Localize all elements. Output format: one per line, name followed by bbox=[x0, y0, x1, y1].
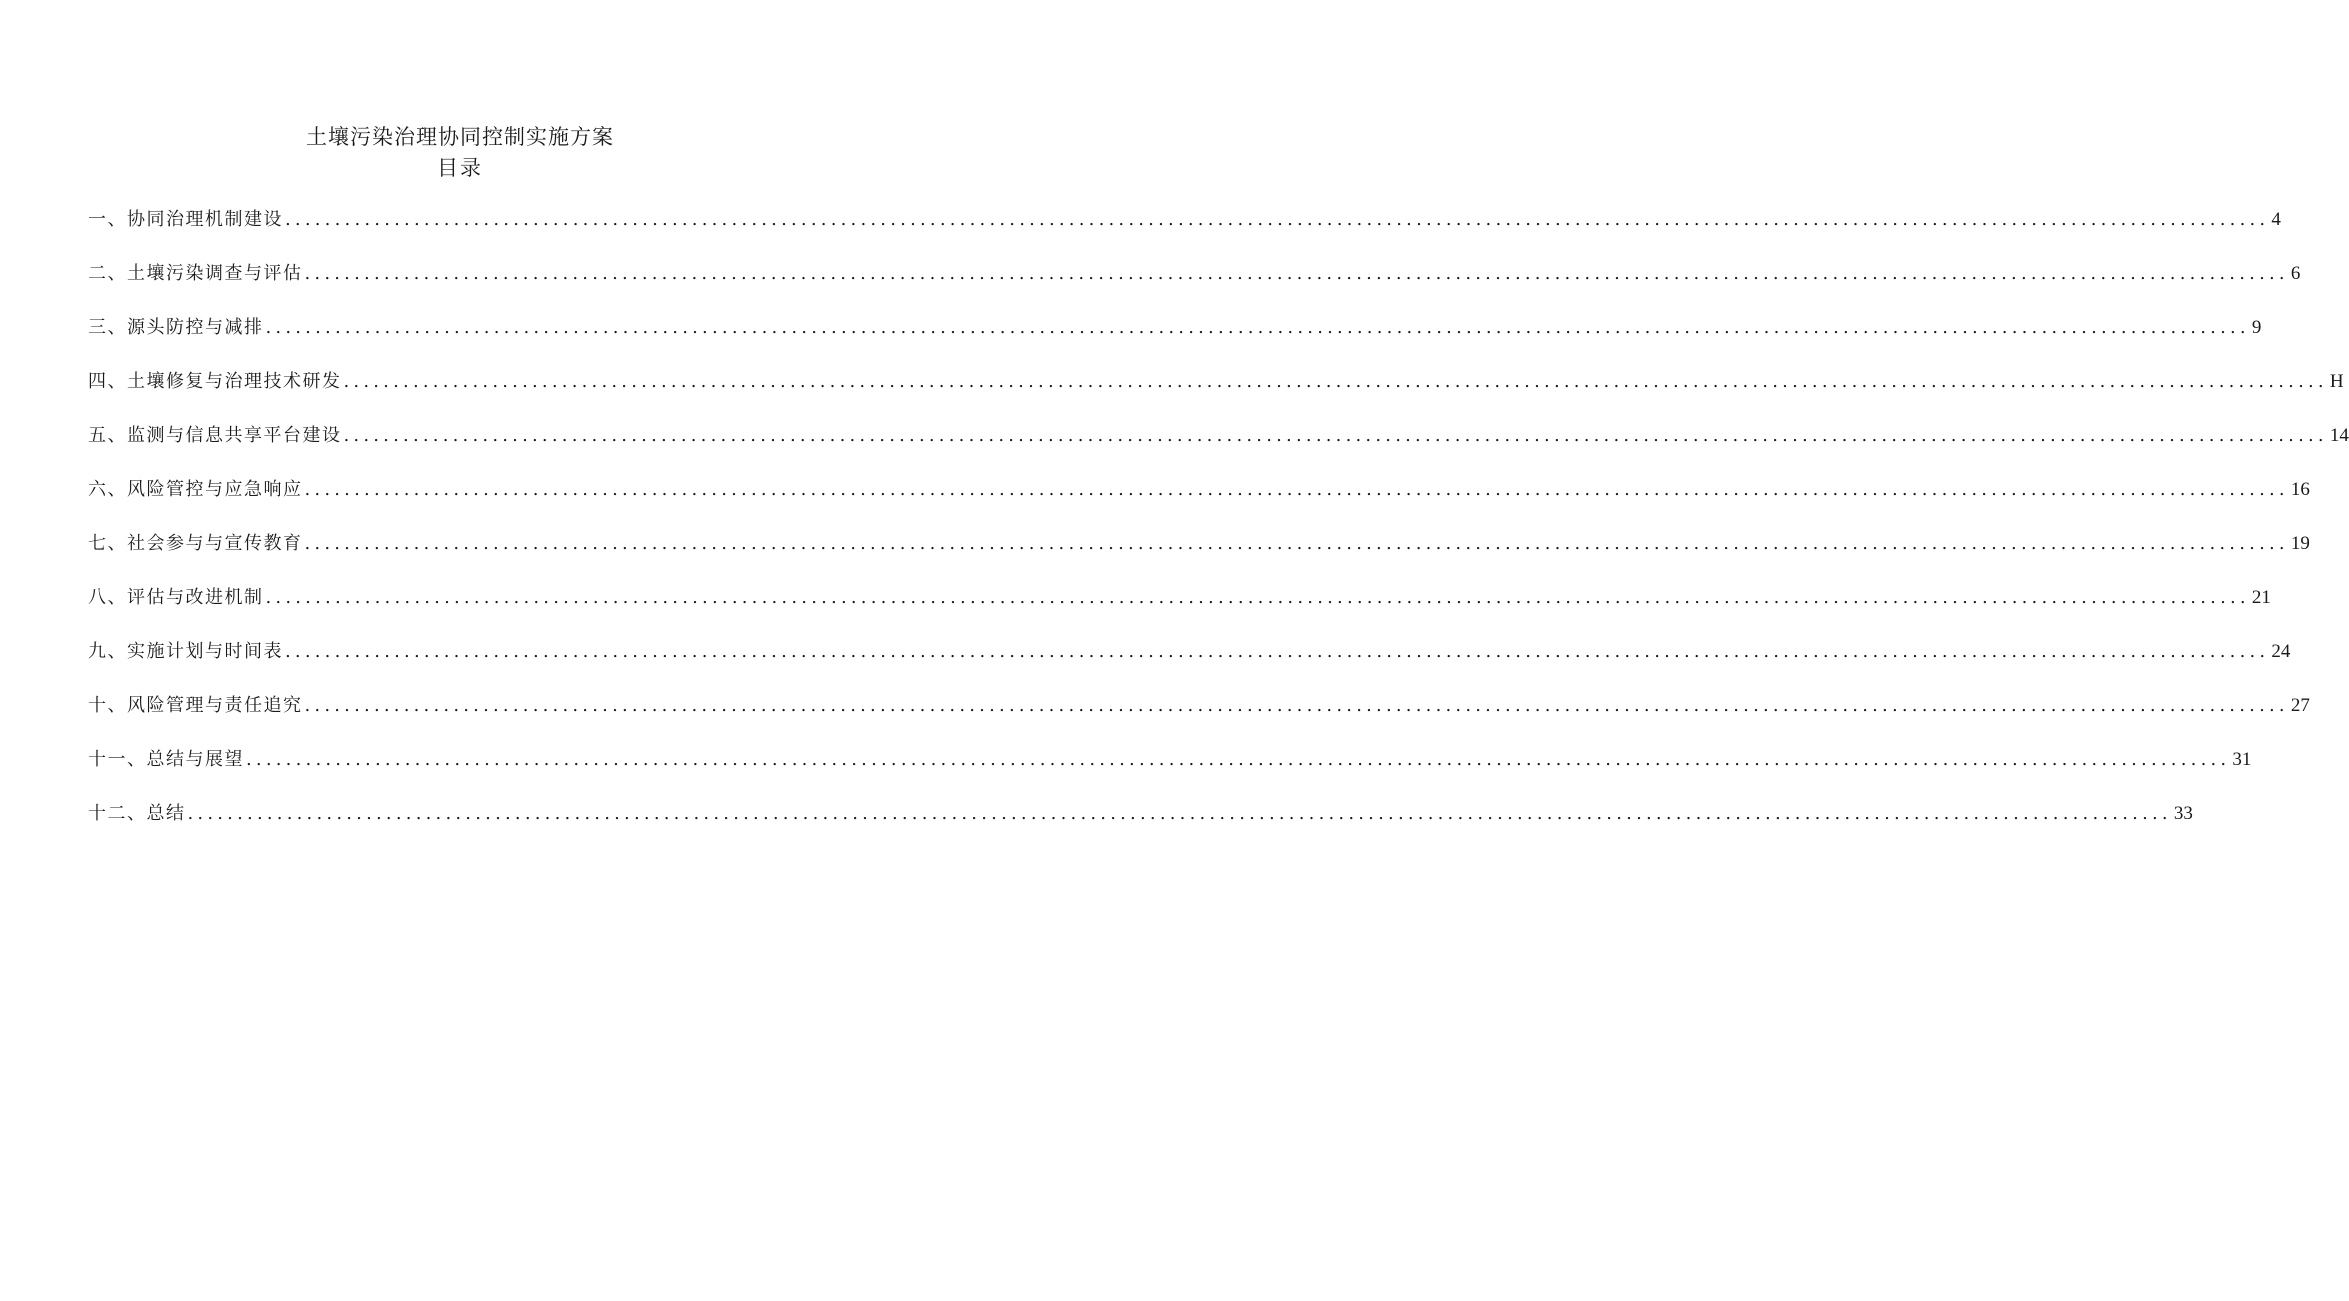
toc-heading: 目录 bbox=[437, 156, 483, 180]
table-of-contents bbox=[88, 205, 2349, 853]
document-title: 土壤污染治理协同控制实施方案 bbox=[306, 125, 614, 149]
toc-entry-label: 一、协同治理机制建设 bbox=[88, 209, 283, 230]
toc-entry-label: 十二、总结 bbox=[88, 803, 186, 824]
toc-entry-label: 七、社会参与与宣传教育 bbox=[88, 533, 303, 554]
toc-entry[interactable] bbox=[88, 421, 2349, 475]
toc-entry[interactable] bbox=[88, 583, 2271, 637]
toc-dot-leader: ........................................................................................................................................................................................................ bbox=[304, 263, 2289, 284]
toc-entry-page: H bbox=[2329, 371, 2344, 392]
toc-entry-page: 19 bbox=[2290, 533, 2310, 554]
toc-entry-page: 4 bbox=[2271, 209, 2281, 230]
toc-entry-label: 六、风险管控与应急响应 bbox=[88, 479, 303, 500]
toc-dot-leader: ........................................................................................................................................................................................................ bbox=[285, 209, 2270, 230]
toc-entry-page: 16 bbox=[2290, 479, 2310, 500]
toc-entry-label: 三、源头防控与减排 bbox=[88, 317, 264, 338]
toc-entry[interactable] bbox=[88, 367, 2344, 421]
toc-dot-leader: ........................................................................................................................................................................................................ bbox=[304, 533, 2289, 554]
toc-entry-label: 十、风险管理与责任追究 bbox=[88, 695, 303, 716]
toc-entry[interactable] bbox=[88, 745, 2252, 799]
toc-entry-page: 21 bbox=[2251, 587, 2271, 608]
toc-entry-label: 九、实施计划与时间表 bbox=[88, 641, 283, 662]
toc-entry[interactable] bbox=[88, 259, 2301, 313]
toc-entry[interactable] bbox=[88, 529, 2310, 583]
toc-entry[interactable] bbox=[88, 637, 2291, 691]
toc-dot-leader: ........................................................................................................................................................................................................ bbox=[304, 695, 2289, 716]
toc-entry-page: 33 bbox=[2173, 803, 2193, 824]
toc-entry-label: 五、监测与信息共享平台建设 bbox=[88, 425, 342, 446]
toc-dot-leader: ........................................................................................................................................................................................................ bbox=[265, 587, 2250, 608]
toc-entry-label: 二、土壤污染调查与评估 bbox=[88, 263, 303, 284]
toc-entry[interactable] bbox=[88, 691, 2310, 745]
toc-entry-page: 6 bbox=[2290, 263, 2301, 284]
toc-entry[interactable] bbox=[88, 475, 2310, 529]
toc-entry[interactable] bbox=[88, 313, 2262, 367]
toc-entry-label: 八、评估与改进机制 bbox=[88, 587, 264, 608]
toc-dot-leader: ........................................................................................................................................................................................................ bbox=[265, 317, 2250, 338]
toc-dot-leader: ........................................................................................................................................................................................................ bbox=[343, 371, 2328, 392]
toc-entry-page: 31 bbox=[2232, 749, 2252, 770]
toc-entry[interactable] bbox=[88, 799, 2193, 853]
toc-dot-leader: ........................................................................................................................................................................................................ bbox=[285, 641, 2270, 662]
toc-dot-leader: ........................................................................................................................................................................................................ bbox=[187, 803, 2172, 824]
toc-entry[interactable] bbox=[88, 205, 2281, 259]
toc-entry-page: 9 bbox=[2251, 317, 2262, 338]
toc-entry-label: 四、土壤修复与治理技术研发 bbox=[88, 371, 342, 392]
toc-entry-label: 十一、总结与展望 bbox=[88, 749, 244, 770]
toc-dot-leader: ........................................................................................................................................................................................................ bbox=[246, 749, 2231, 770]
toc-entry-page: 14 bbox=[2329, 425, 2349, 446]
toc-dot-leader: ........................................................................................................................................................................................................ bbox=[304, 479, 2289, 500]
toc-entry-page: 24 bbox=[2271, 641, 2291, 662]
toc-dot-leader: ........................................................................................................................................................................................................ bbox=[343, 425, 2328, 446]
toc-entry-page: 27 bbox=[2290, 695, 2310, 716]
